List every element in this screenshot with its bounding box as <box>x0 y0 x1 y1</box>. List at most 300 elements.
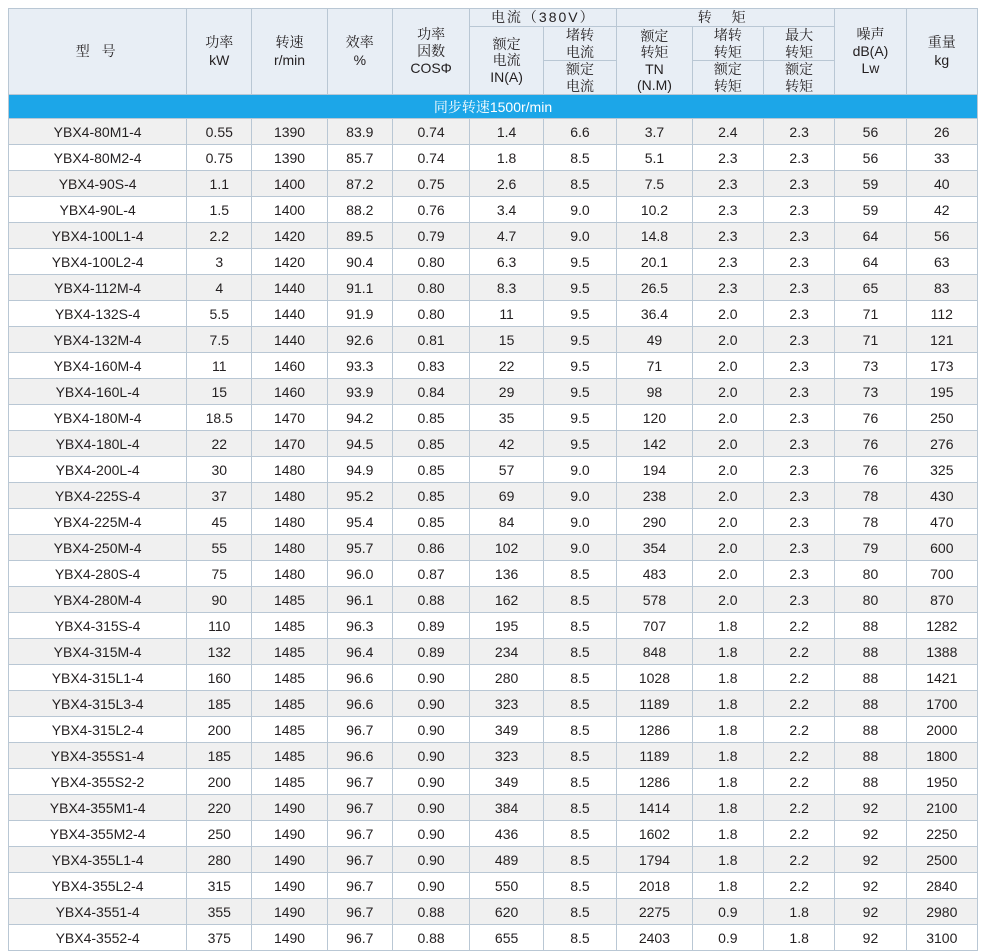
cell-value: 2.3 <box>692 223 763 249</box>
cell-value: 1440 <box>252 327 328 353</box>
cell-value: 9.5 <box>543 249 616 275</box>
cell-value: 10.2 <box>617 197 693 223</box>
cell-value: 1485 <box>252 743 328 769</box>
header-efficiency <box>327 9 392 95</box>
cell-value: 349 <box>470 717 543 743</box>
header-weight-line1: 重量 <box>927 34 956 51</box>
cell-model: YBX4-355M1-4 <box>9 795 187 821</box>
cell-value: 1470 <box>252 405 328 431</box>
cell-value: 93.3 <box>327 353 392 379</box>
cell-value: 9.0 <box>543 223 616 249</box>
cell-value: 94.5 <box>327 431 392 457</box>
cell-value: 64 <box>835 249 906 275</box>
cell-value: 0.90 <box>392 691 470 717</box>
cell-value: 1.8 <box>692 795 763 821</box>
cell-model: YBX4-250M-4 <box>9 535 187 561</box>
cell-value: 29 <box>470 379 543 405</box>
cell-value: 436 <box>470 821 543 847</box>
cell-model: YBX4-355L1-4 <box>9 847 187 873</box>
cell-value: 195 <box>906 379 977 405</box>
cell-value: 0.87 <box>392 561 470 587</box>
cell-value: 96.1 <box>327 587 392 613</box>
cell-value: 1421 <box>906 665 977 691</box>
cell-value: 9.5 <box>543 431 616 457</box>
cell-value: 78 <box>835 483 906 509</box>
cell-model: YBX4-355S1-4 <box>9 743 187 769</box>
cell-value: 2018 <box>617 873 693 899</box>
cell-value: 37 <box>187 483 252 509</box>
cell-value: 1414 <box>617 795 693 821</box>
cell-value: 1440 <box>252 275 328 301</box>
cell-model: YBX4-355L2-4 <box>9 873 187 899</box>
cell-value: 160 <box>187 665 252 691</box>
cell-value: 1490 <box>252 873 328 899</box>
cell-value: 0.90 <box>392 665 470 691</box>
table-row <box>9 327 978 353</box>
cell-value: 550 <box>470 873 543 899</box>
cell-model: YBX4-90S-4 <box>9 171 187 197</box>
cell-value: 0.55 <box>187 119 252 145</box>
cell-model: YBX4-200L-4 <box>9 457 187 483</box>
header-locked-torque-denominator <box>692 61 763 95</box>
header-efficiency-line2: % <box>353 51 367 68</box>
cell-value: 1.8 <box>692 743 763 769</box>
cell-value: 9.5 <box>543 405 616 431</box>
cell-value: 2500 <box>906 847 977 873</box>
cell-value: 95.2 <box>327 483 392 509</box>
cell-value: 98 <box>617 379 693 405</box>
cell-value: 96.6 <box>327 691 392 717</box>
cell-value: 112 <box>906 301 977 327</box>
cell-value: 75 <box>187 561 252 587</box>
cell-value: 9.5 <box>543 275 616 301</box>
cell-value: 8.5 <box>543 743 616 769</box>
cell-value: 1485 <box>252 665 328 691</box>
cell-value: 1800 <box>906 743 977 769</box>
cell-value: 2.0 <box>692 509 763 535</box>
cell-value: 276 <box>906 431 977 457</box>
cell-value: 325 <box>906 457 977 483</box>
cell-value: 0.85 <box>392 431 470 457</box>
cell-model: YBX4-315L3-4 <box>9 691 187 717</box>
header-speed-line2: r/min <box>273 51 306 68</box>
cell-value: 315 <box>187 873 252 899</box>
cell-value: 1794 <box>617 847 693 873</box>
header-locked-current-line1: 堵转 <box>565 27 594 44</box>
cell-model: YBX4-3551-4 <box>9 899 187 925</box>
header-max-torque-line4: 转矩 <box>785 77 814 94</box>
cell-value: 1.8 <box>692 821 763 847</box>
cell-value: 96.7 <box>327 717 392 743</box>
cell-value: 0.89 <box>392 639 470 665</box>
header-noise-line1: 噪声 <box>856 25 885 42</box>
cell-value: 15 <box>187 379 252 405</box>
cell-value: 0.76 <box>392 197 470 223</box>
cell-value: 9.5 <box>543 379 616 405</box>
table-row <box>9 639 978 665</box>
cell-value: 96.7 <box>327 821 392 847</box>
cell-value: 59 <box>835 197 906 223</box>
cell-value: 92 <box>835 821 906 847</box>
cell-value: 1390 <box>252 119 328 145</box>
cell-value: 2.3 <box>763 197 834 223</box>
header-rated-torque-line1: 额定 <box>640 27 669 44</box>
cell-value: 489 <box>470 847 543 873</box>
cell-value: 2.0 <box>692 301 763 327</box>
cell-value: 2.3 <box>763 561 834 587</box>
cell-value: 92 <box>835 899 906 925</box>
header-rated-torque-line2: 转矩 <box>640 44 669 61</box>
cell-value: 2.2 <box>763 717 834 743</box>
header-speed <box>252 9 328 95</box>
cell-value: 280 <box>187 847 252 873</box>
cell-value: 2.3 <box>763 301 834 327</box>
cell-value: 63 <box>906 249 977 275</box>
cell-value: 2.4 <box>692 119 763 145</box>
cell-value: 0.90 <box>392 743 470 769</box>
cell-value: 88 <box>835 717 906 743</box>
cell-value: 1.8 <box>692 717 763 743</box>
cell-value: 56 <box>835 119 906 145</box>
cell-value: 2.2 <box>763 795 834 821</box>
table-row <box>9 431 978 457</box>
cell-value: 1286 <box>617 717 693 743</box>
cell-value: 89.5 <box>327 223 392 249</box>
cell-value: 88.2 <box>327 197 392 223</box>
cell-value: 49 <box>617 327 693 353</box>
cell-value: 1490 <box>252 821 328 847</box>
cell-value: 1490 <box>252 899 328 925</box>
cell-value: 79 <box>835 535 906 561</box>
cell-value: 2.6 <box>470 171 543 197</box>
cell-value: 2250 <box>906 821 977 847</box>
cell-value: 0.85 <box>392 509 470 535</box>
header-weight-line2: kg <box>934 51 950 68</box>
cell-value: 35 <box>470 405 543 431</box>
cell-value: 8.5 <box>543 899 616 925</box>
cell-value: 1189 <box>617 691 693 717</box>
cell-value: 83.9 <box>327 119 392 145</box>
cell-value: 0.88 <box>392 925 470 951</box>
cell-value: 1420 <box>252 249 328 275</box>
cell-value: 1388 <box>906 639 977 665</box>
table-row <box>9 275 978 301</box>
header-rated-current-line2: 电流 <box>492 52 521 69</box>
cell-value: 9.5 <box>543 301 616 327</box>
cell-value: 2.0 <box>692 587 763 613</box>
cell-value: 11 <box>470 301 543 327</box>
cell-value: 2.3 <box>763 249 834 275</box>
cell-value: 2.0 <box>692 561 763 587</box>
cell-value: 2.3 <box>763 431 834 457</box>
cell-value: 96.7 <box>327 769 392 795</box>
cell-model: YBX4-132S-4 <box>9 301 187 327</box>
cell-value: 42 <box>906 197 977 223</box>
cell-value: 56 <box>835 145 906 171</box>
cell-value: 185 <box>187 743 252 769</box>
cell-value: 2.2 <box>763 821 834 847</box>
cell-value: 56 <box>906 223 977 249</box>
cell-value: 2.3 <box>763 405 834 431</box>
cell-model: YBX4-100L2-4 <box>9 249 187 275</box>
cell-value: 1700 <box>906 691 977 717</box>
header-power-factor <box>392 9 470 95</box>
cell-value: 2.0 <box>692 535 763 561</box>
header-locked-torque-line2: 转矩 <box>713 43 742 60</box>
cell-model: YBX4-225M-4 <box>9 509 187 535</box>
cell-value: 8.5 <box>543 691 616 717</box>
cell-value: 1.8 <box>692 665 763 691</box>
cell-model: YBX4-90L-4 <box>9 197 187 223</box>
cell-value: 1286 <box>617 769 693 795</box>
cell-value: 90.4 <box>327 249 392 275</box>
cell-value: 95.4 <box>327 509 392 535</box>
cell-value: 92 <box>835 847 906 873</box>
cell-value: 120 <box>617 405 693 431</box>
header-power <box>187 9 252 95</box>
cell-value: 238 <box>617 483 693 509</box>
cell-value: 8.5 <box>543 873 616 899</box>
cell-value: 0.85 <box>392 405 470 431</box>
cell-value: 0.79 <box>392 223 470 249</box>
cell-value: 8.5 <box>543 639 616 665</box>
cell-value: 2.3 <box>763 145 834 171</box>
cell-value: 2.3 <box>692 275 763 301</box>
cell-value: 73 <box>835 353 906 379</box>
cell-value: 76 <box>835 431 906 457</box>
cell-value: 45 <box>187 509 252 535</box>
cell-model: YBX4-160L-4 <box>9 379 187 405</box>
motor-spec-table <box>8 8 978 951</box>
cell-value: 121 <box>906 327 977 353</box>
header-locked-torque-line4: 转矩 <box>713 77 742 94</box>
cell-value: 483 <box>617 561 693 587</box>
cell-value: 0.90 <box>392 847 470 873</box>
table-row <box>9 873 978 899</box>
cell-value: 1485 <box>252 587 328 613</box>
header-rated-torque-line4: (N.M) <box>636 77 672 94</box>
cell-value: 9.0 <box>543 535 616 561</box>
cell-value: 1480 <box>252 535 328 561</box>
cell-value: 0.90 <box>392 795 470 821</box>
cell-model: YBX4-100L1-4 <box>9 223 187 249</box>
cell-value: 2.2 <box>763 613 834 639</box>
header-locked-torque-line1: 堵转 <box>713 27 742 44</box>
cell-value: 1485 <box>252 639 328 665</box>
cell-value: 2.3 <box>763 535 834 561</box>
cell-value: 0.89 <box>392 613 470 639</box>
cell-value: 2980 <box>906 899 977 925</box>
header-locked-current-numerator <box>543 27 616 61</box>
cell-value: 0.80 <box>392 249 470 275</box>
cell-value: 0.81 <box>392 327 470 353</box>
cell-value: 1490 <box>252 925 328 951</box>
cell-value: 96.6 <box>327 743 392 769</box>
cell-value: 578 <box>617 587 693 613</box>
header-weight <box>906 9 977 95</box>
table-row <box>9 925 978 951</box>
cell-value: 8.5 <box>543 613 616 639</box>
cell-value: 64 <box>835 223 906 249</box>
cell-model: YBX4-355M2-4 <box>9 821 187 847</box>
cell-value: 3.4 <box>470 197 543 223</box>
header-noise <box>835 9 906 95</box>
cell-value: 354 <box>617 535 693 561</box>
cell-value: 22 <box>470 353 543 379</box>
cell-value: 1480 <box>252 483 328 509</box>
cell-value: 20.1 <box>617 249 693 275</box>
table-row <box>9 405 978 431</box>
cell-value: 2.0 <box>692 405 763 431</box>
cell-model: YBX4-180L-4 <box>9 431 187 457</box>
header-max-torque-line3: 额定 <box>785 61 814 78</box>
cell-value: 2.2 <box>187 223 252 249</box>
header-power-factor-line2: 因数 <box>417 43 446 60</box>
cell-value: 4 <box>187 275 252 301</box>
table-row <box>9 743 978 769</box>
table-header <box>9 9 978 95</box>
header-rated-torque-line3: TN <box>645 60 664 77</box>
cell-value: 84 <box>470 509 543 535</box>
cell-value: 8.5 <box>543 795 616 821</box>
cell-value: 2.0 <box>692 431 763 457</box>
cell-value: 0.9 <box>692 899 763 925</box>
cell-value: 42 <box>470 431 543 457</box>
cell-value: 375 <box>187 925 252 951</box>
cell-value: 700 <box>906 561 977 587</box>
table-row <box>9 171 978 197</box>
cell-value: 88 <box>835 665 906 691</box>
cell-value: 384 <box>470 795 543 821</box>
cell-value: 2.3 <box>763 327 834 353</box>
cell-value: 1.4 <box>470 119 543 145</box>
cell-value: 7.5 <box>187 327 252 353</box>
cell-value: 15 <box>470 327 543 353</box>
cell-model: YBX4-180M-4 <box>9 405 187 431</box>
header-current-group: 电流（380V） <box>470 9 617 27</box>
cell-value: 76 <box>835 405 906 431</box>
cell-value: 4.7 <box>470 223 543 249</box>
table-row <box>9 197 978 223</box>
header-rated-current-line3: IN(A) <box>490 68 523 85</box>
cell-value: 95.7 <box>327 535 392 561</box>
cell-value: 90 <box>187 587 252 613</box>
cell-value: 2.2 <box>763 665 834 691</box>
cell-value: 2.2 <box>763 769 834 795</box>
cell-value: 707 <box>617 613 693 639</box>
table-row <box>9 665 978 691</box>
cell-value: 3.7 <box>617 119 693 145</box>
cell-value: 162 <box>470 587 543 613</box>
cell-value: 2.3 <box>692 145 763 171</box>
cell-value: 26 <box>906 119 977 145</box>
cell-value: 9.0 <box>543 197 616 223</box>
cell-value: 5.1 <box>617 145 693 171</box>
cell-value: 2.2 <box>763 873 834 899</box>
cell-value: 2.3 <box>763 119 834 145</box>
cell-model: YBX4-315M-4 <box>9 639 187 665</box>
cell-value: 620 <box>470 899 543 925</box>
cell-value: 2.0 <box>692 353 763 379</box>
cell-value: 8.5 <box>543 821 616 847</box>
header-max-torque-line2: 转矩 <box>785 43 814 60</box>
header-locked-torque-line3: 额定 <box>713 61 742 78</box>
cell-value: 92 <box>835 873 906 899</box>
table-row <box>9 483 978 509</box>
cell-value: 96.3 <box>327 613 392 639</box>
cell-value: 71 <box>617 353 693 379</box>
cell-model: YBX4-160M-4 <box>9 353 187 379</box>
table-row <box>9 613 978 639</box>
cell-value: 2.2 <box>763 691 834 717</box>
cell-value: 2.0 <box>692 483 763 509</box>
cell-value: 0.88 <box>392 899 470 925</box>
cell-value: 92 <box>835 925 906 951</box>
table-row <box>9 249 978 275</box>
cell-value: 0.80 <box>392 301 470 327</box>
header-speed-line1: 转速 <box>275 34 304 51</box>
header-rated-current <box>470 27 543 95</box>
cell-value: 2.3 <box>763 275 834 301</box>
cell-value: 430 <box>906 483 977 509</box>
cell-value: 2.2 <box>763 639 834 665</box>
cell-value: 8.5 <box>543 925 616 951</box>
cell-value: 0.75 <box>392 171 470 197</box>
header-locked-current-line3: 额定 <box>565 61 594 78</box>
table-row <box>9 769 978 795</box>
cell-value: 96.7 <box>327 899 392 925</box>
table-row <box>9 223 978 249</box>
cell-value: 0.90 <box>392 873 470 899</box>
cell-model: YBX4-280M-4 <box>9 587 187 613</box>
cell-value: 2.2 <box>763 743 834 769</box>
cell-value: 102 <box>470 535 543 561</box>
cell-value: 200 <box>187 717 252 743</box>
cell-value: 78 <box>835 509 906 535</box>
header-rated-current-line1: 额定 <box>492 35 521 52</box>
cell-value: 1.8 <box>692 873 763 899</box>
cell-value: 0.86 <box>392 535 470 561</box>
cell-value: 1470 <box>252 431 328 457</box>
cell-value: 1390 <box>252 145 328 171</box>
cell-value: 1.8 <box>692 639 763 665</box>
cell-value: 250 <box>906 405 977 431</box>
cell-value: 5.5 <box>187 301 252 327</box>
table-row <box>9 587 978 613</box>
cell-value: 69 <box>470 483 543 509</box>
table-row <box>9 301 978 327</box>
cell-value: 655 <box>470 925 543 951</box>
cell-value: 71 <box>835 301 906 327</box>
cell-value: 250 <box>187 821 252 847</box>
header-efficiency-line1: 效率 <box>345 34 374 51</box>
cell-value: 96.7 <box>327 847 392 873</box>
cell-value: 94.2 <box>327 405 392 431</box>
cell-value: 93.9 <box>327 379 392 405</box>
cell-value: 40 <box>906 171 977 197</box>
cell-value: 2.3 <box>763 457 834 483</box>
cell-value: 88 <box>835 613 906 639</box>
header-model: 型 号 <box>9 9 187 95</box>
cell-value: 6.3 <box>470 249 543 275</box>
cell-value: 91.1 <box>327 275 392 301</box>
cell-model: YBX4-355S2-2 <box>9 769 187 795</box>
cell-value: 1.8 <box>763 899 834 925</box>
table-row <box>9 899 978 925</box>
cell-value: 1460 <box>252 353 328 379</box>
table-row <box>9 691 978 717</box>
cell-value: 1.8 <box>763 925 834 951</box>
